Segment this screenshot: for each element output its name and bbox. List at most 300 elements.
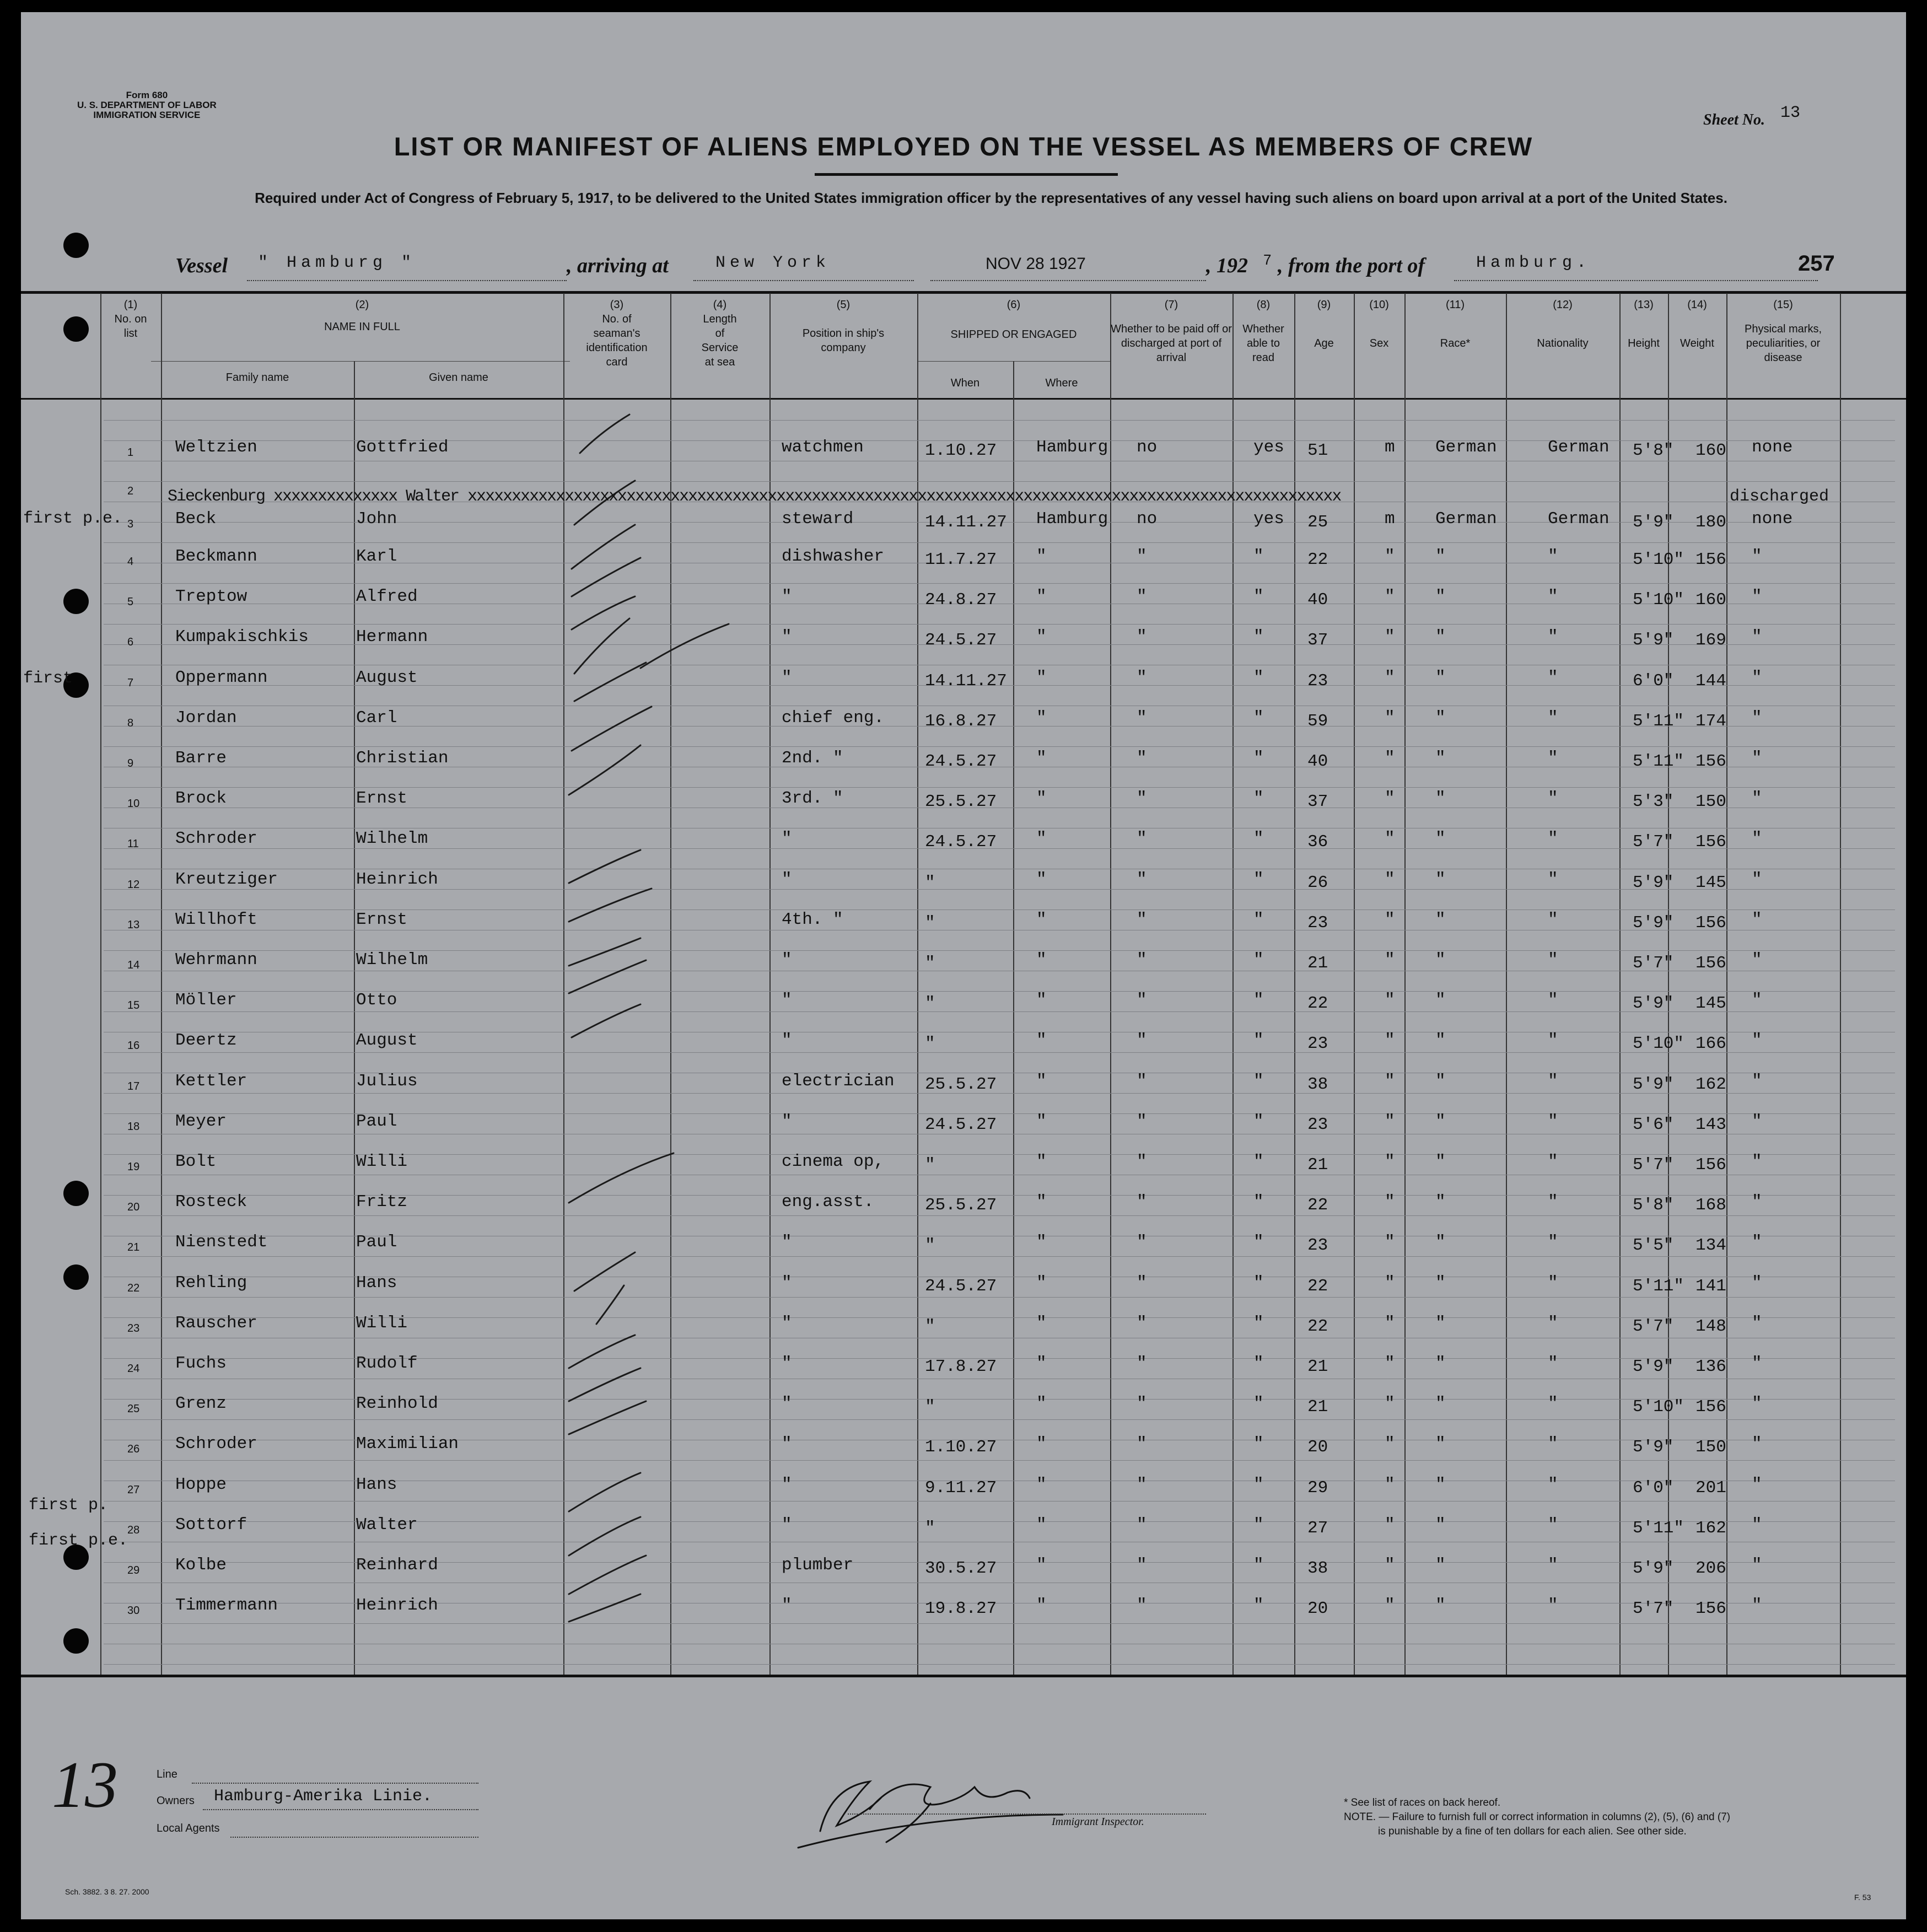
cell-age: 38	[1307, 1075, 1328, 1094]
cell-position: 4th. "	[782, 910, 843, 929]
cell-no: 14	[127, 959, 140, 971]
cell-read: "	[1253, 1273, 1264, 1293]
cell-family: Beckmann	[175, 547, 257, 566]
cell-where: "	[1036, 1273, 1047, 1293]
crew-row	[21, 1394, 1906, 1435]
punch-hole	[63, 316, 89, 342]
cell-paid: "	[1137, 1233, 1147, 1252]
cell-when: 9.11.27	[925, 1478, 997, 1498]
crew-row	[21, 509, 1906, 550]
cell-nat: "	[1548, 1314, 1558, 1333]
cell-paid: "	[1137, 1596, 1147, 1615]
crew-row	[21, 1475, 1906, 1516]
cell-family: Oppermann	[175, 668, 268, 687]
cell-sex: "	[1385, 1434, 1395, 1454]
col13-header: (13) Height	[1628, 299, 1660, 349]
cell-weight: 156	[1695, 954, 1726, 973]
cell-height: 5'6"	[1633, 1115, 1674, 1134]
cell-no: 26	[127, 1443, 140, 1455]
cell-race: "	[1435, 1072, 1446, 1091]
col12-header: (12) Nationality	[1537, 299, 1589, 349]
row-number: 2	[127, 485, 134, 497]
cell-marks: "	[1752, 547, 1762, 566]
print-code: Sch. 3882. 3 8. 27. 2000	[65, 1887, 149, 1896]
cell-height: 5'11"	[1633, 1519, 1684, 1538]
cell-race: "	[1435, 1031, 1446, 1050]
owners-value: Hamburg-Amerika Linie.	[214, 1787, 433, 1806]
cell-position: "	[782, 587, 792, 606]
col14-header: (14) Weight	[1680, 299, 1714, 349]
cell-given: Paul	[356, 1233, 397, 1252]
cell-family: Deertz	[175, 1031, 237, 1050]
cell-height: 5'9"	[1633, 1075, 1674, 1094]
crew-row	[21, 1596, 1906, 1637]
cell-weight: 148	[1695, 1317, 1726, 1336]
cell-family: Brock	[175, 789, 227, 808]
cell-sex: "	[1385, 1354, 1395, 1373]
cell-marks: "	[1752, 991, 1762, 1010]
cell-nat: "	[1548, 1515, 1558, 1535]
cell-age: 40	[1307, 752, 1328, 771]
cell-position: "	[782, 1596, 792, 1615]
cell-race: "	[1435, 1273, 1446, 1293]
cell-family: Kettler	[175, 1072, 247, 1091]
cell-marks: "	[1752, 950, 1762, 970]
cell-marks: "	[1752, 1314, 1762, 1333]
fine-note: NOTE. — Failure to furnish full or correct information in columns (2), (5), (6) and (7)	[1344, 1811, 1731, 1823]
cell-nat: "	[1548, 1192, 1558, 1212]
sheet-number-label: Sheet No.	[1703, 111, 1765, 128]
cell-given: Alfred	[356, 587, 418, 606]
cell-paid: "	[1137, 668, 1147, 687]
cell-race: "	[1435, 749, 1446, 768]
cell-marks: "	[1752, 1515, 1762, 1535]
year-label: , 192	[1206, 254, 1248, 277]
cell-sex: "	[1385, 1072, 1395, 1091]
cell-when: "	[925, 954, 935, 973]
cell-marks: "	[1752, 910, 1762, 929]
from-port: Hamburg.	[1476, 254, 1591, 272]
cell-marks: "	[1752, 1192, 1762, 1212]
cell-position: "	[782, 1112, 792, 1131]
cell-marks: "	[1752, 1596, 1762, 1615]
cell-where: "	[1036, 1072, 1047, 1091]
cell-paid: "	[1137, 1072, 1147, 1091]
sheet-number-value: 13	[1780, 104, 1801, 122]
cell-nat: "	[1548, 1596, 1558, 1615]
cell-family: Rehling	[175, 1273, 247, 1293]
cell-weight: 201	[1695, 1478, 1726, 1498]
cell-position: "	[782, 829, 792, 848]
cell-read: "	[1253, 1515, 1264, 1535]
cell-where: "	[1036, 668, 1047, 687]
cell-when: "	[925, 1034, 935, 1053]
cell-where: "	[1036, 870, 1047, 889]
cell-weight: 150	[1695, 792, 1726, 811]
cell-height: 5'8"	[1633, 1196, 1674, 1215]
cell-no: 10	[127, 798, 140, 810]
cell-weight: 156	[1695, 752, 1726, 771]
cell-where: "	[1036, 1556, 1047, 1575]
cell-age: 37	[1307, 631, 1328, 650]
cell-paid: "	[1137, 1273, 1147, 1293]
cell-weight: 156	[1695, 832, 1726, 852]
col2-header: (2) NAME IN FULL	[324, 299, 400, 333]
cell-marks: "	[1752, 1434, 1762, 1454]
cell-given: Willi	[356, 1314, 408, 1333]
crew-row	[21, 1192, 1906, 1233]
cell-where: "	[1036, 910, 1047, 929]
cell-given: Fritz	[356, 1192, 408, 1212]
cell-marks: "	[1752, 870, 1762, 889]
cell-read: "	[1253, 1314, 1264, 1333]
cell-sex: "	[1385, 910, 1395, 929]
cell-position: "	[782, 870, 792, 889]
cell-position: 2nd. "	[782, 749, 843, 768]
cell-no: 5	[127, 596, 134, 608]
cell-read: "	[1253, 829, 1264, 848]
cell-paid: "	[1137, 1556, 1147, 1575]
cell-nat: "	[1548, 587, 1558, 606]
cell-age: 21	[1307, 1397, 1328, 1417]
cell-age: 23	[1307, 1236, 1328, 1255]
cell-paid: "	[1137, 627, 1147, 647]
cell-nat: "	[1548, 1556, 1558, 1575]
cell-position: "	[782, 1031, 792, 1050]
cell-when: 24.5.27	[925, 752, 997, 771]
cell-read: "	[1253, 1031, 1264, 1050]
crew-row	[21, 587, 1906, 628]
cell-age: 51	[1307, 441, 1328, 460]
crew-row	[21, 1112, 1906, 1153]
races-note: * See list of races on back hereof.	[1344, 1797, 1501, 1809]
cell-nat: "	[1548, 627, 1558, 647]
cell-nat: "	[1548, 829, 1558, 848]
cell-age: 21	[1307, 954, 1328, 973]
cell-race: "	[1435, 1314, 1446, 1333]
cell-weight: 156	[1695, 1599, 1726, 1618]
cell-sex: "	[1385, 1273, 1395, 1293]
cell-race: "	[1435, 1556, 1446, 1575]
cell-given: Rudolf	[356, 1354, 418, 1373]
cell-read: "	[1253, 1556, 1264, 1575]
cell-given: Karl	[356, 547, 397, 566]
col11-header: (11) Race*	[1440, 299, 1471, 349]
cell-height: 5'9"	[1633, 513, 1674, 532]
cell-race: "	[1435, 668, 1446, 687]
cell-paid: "	[1137, 749, 1147, 768]
cell-age: 20	[1307, 1438, 1328, 1457]
crew-row	[21, 1152, 1906, 1193]
col2a-header: Family name	[225, 372, 289, 384]
cell-weight: 156	[1695, 550, 1726, 569]
cell-race: "	[1435, 1112, 1446, 1131]
cell-no: 13	[127, 919, 140, 931]
cell-no: 12	[127, 879, 140, 891]
cell-marks: "	[1752, 1394, 1762, 1413]
cell-age: 27	[1307, 1519, 1328, 1538]
cell-nat: "	[1548, 1273, 1558, 1293]
name-split-rule	[151, 361, 570, 362]
cell-sex: "	[1385, 749, 1395, 768]
cell-nat: German	[1548, 438, 1610, 457]
arriving-label: , arriving at	[567, 254, 669, 277]
cell-position: "	[782, 1394, 792, 1413]
col5-header: (5) Position in ship's company	[802, 299, 885, 354]
cell-given: Hans	[356, 1273, 397, 1293]
col3-header: (3) No. of seaman's identification card	[586, 299, 648, 368]
inspector-label: Immigrant Inspector.	[1052, 1816, 1144, 1828]
cell-no: 20	[127, 1201, 140, 1213]
cell-when: 25.5.27	[925, 1075, 997, 1094]
handwritten-sheet-number: 13	[52, 1748, 118, 1821]
cell-paid: "	[1137, 991, 1147, 1010]
cell-height: 5'7"	[1633, 954, 1674, 973]
cell-height: 6'0"	[1633, 671, 1674, 691]
cell-nat: "	[1548, 1394, 1558, 1413]
cell-no: 7	[127, 677, 134, 689]
cell-sex: "	[1385, 1314, 1395, 1333]
crew-row	[21, 749, 1906, 789]
grid-line	[104, 420, 1895, 421]
cell-family: Rosteck	[175, 1192, 247, 1212]
crew-row	[21, 870, 1906, 911]
cell-when: "	[925, 913, 935, 933]
cell-given: Wilhelm	[356, 950, 428, 970]
cell-age: 37	[1307, 792, 1328, 811]
cell-marks: none	[1752, 438, 1793, 457]
cell-no: 4	[127, 556, 134, 568]
cell-family: Kolbe	[175, 1556, 227, 1575]
cell-family: Kumpakischkis	[175, 627, 309, 647]
cell-when: "	[925, 1236, 935, 1255]
cell-weight: 180	[1695, 513, 1726, 532]
cell-weight: 144	[1695, 671, 1726, 691]
cell-given: Reinhold	[356, 1394, 438, 1413]
cell-nat: "	[1548, 1152, 1558, 1171]
cell-when: 24.5.27	[925, 1115, 997, 1134]
cell-race: "	[1435, 1394, 1446, 1413]
cell-where: "	[1036, 627, 1047, 647]
cell-race: "	[1435, 829, 1446, 848]
cell-paid: "	[1137, 1434, 1147, 1454]
cell-weight: 156	[1695, 913, 1726, 933]
crew-row	[21, 1434, 1906, 1475]
cell-paid: "	[1137, 708, 1147, 728]
cell-paid: "	[1137, 1475, 1147, 1494]
cell-read: "	[1253, 910, 1264, 929]
list-number: 257	[1798, 251, 1835, 276]
cell-age: 22	[1307, 1317, 1328, 1336]
cell-race: "	[1435, 1354, 1446, 1373]
cell-when: 1.10.27	[925, 441, 997, 460]
department: U. S. DEPARTMENT OF LABOR	[77, 100, 217, 110]
cell-where: "	[1036, 749, 1047, 768]
cell-marks: "	[1752, 708, 1762, 728]
cell-when: "	[925, 1155, 935, 1175]
cell-read: "	[1253, 1233, 1264, 1252]
cell-given: Wilhelm	[356, 829, 428, 848]
cell-weight: 174	[1695, 712, 1726, 731]
cell-sex: "	[1385, 1515, 1395, 1535]
cell-no: 6	[127, 636, 134, 648]
form-identifier	[77, 90, 217, 120]
cell-when: 11.7.27	[925, 550, 997, 569]
cell-position: "	[782, 991, 792, 1010]
cell-race: German	[1435, 509, 1497, 529]
cell-family: Weltzien	[175, 438, 257, 457]
cell-race: "	[1435, 1152, 1446, 1171]
crew-row	[21, 950, 1906, 991]
cell-height: 5'9"	[1633, 1357, 1674, 1376]
cell-sex: "	[1385, 870, 1395, 889]
cell-position: 3rd. "	[782, 789, 843, 808]
fine-note-cont: is punishable by a fine of ten dollars for each alien. See other side.	[1378, 1826, 1687, 1837]
cell-when: 24.8.27	[925, 590, 997, 610]
cell-height: 5'7"	[1633, 1317, 1674, 1336]
vessel-line	[175, 251, 1884, 287]
cell-weight: 156	[1695, 1397, 1726, 1417]
page-title: LIST OR MANIFEST OF ALIENS EMPLOYED ON THE VESSEL AS MEMBERS OF CREW	[394, 132, 1533, 161]
form-number: Form 680	[126, 90, 168, 100]
cell-when: "	[925, 1317, 935, 1336]
cell-nat: "	[1548, 1434, 1558, 1454]
cell-given: Ernst	[356, 789, 408, 808]
cell-age: 36	[1307, 832, 1328, 852]
cell-race: "	[1435, 910, 1446, 929]
cell-age: 38	[1307, 1559, 1328, 1578]
cell-read: yes	[1253, 438, 1284, 457]
crew-row	[21, 829, 1906, 870]
crew-row	[21, 1556, 1906, 1596]
crew-row	[21, 789, 1906, 830]
cell-family: Willhoft	[175, 910, 257, 929]
cell-given: Paul	[356, 1112, 397, 1131]
col10-header: (10) Sex	[1369, 299, 1389, 349]
cell-paid: no	[1137, 438, 1158, 457]
cell-marks: "	[1752, 1475, 1762, 1494]
cell-given: Maximilian	[356, 1434, 459, 1454]
cell-sex: "	[1385, 789, 1395, 808]
cell-where: "	[1036, 547, 1047, 566]
cell-paid: "	[1137, 789, 1147, 808]
cell-given: John	[356, 509, 397, 529]
cell-weight: 162	[1695, 1075, 1726, 1094]
cell-no: 9	[127, 757, 134, 769]
cell-age: 23	[1307, 1034, 1328, 1053]
cell-marks: "	[1752, 789, 1762, 808]
cell-age: 23	[1307, 1115, 1328, 1134]
crew-row	[21, 547, 1906, 588]
cell-race: "	[1435, 1515, 1446, 1535]
cell-height: 5'10"	[1633, 550, 1684, 569]
cell-marks: "	[1752, 749, 1762, 768]
cell-sex: "	[1385, 1112, 1395, 1131]
margin-note: first p.e.	[23, 509, 123, 528]
cell-read: "	[1253, 1434, 1264, 1454]
cell-marks: "	[1752, 668, 1762, 687]
cell-position: cinema op,	[782, 1152, 885, 1171]
cell-weight: 156	[1695, 1155, 1726, 1175]
col7-header: (7) Whether to be paid off or discharged at port of arrival	[1111, 299, 1232, 364]
cell-weight: 166	[1695, 1034, 1726, 1053]
cell-read: "	[1253, 587, 1264, 606]
cell-nat: "	[1548, 991, 1558, 1010]
cell-paid: "	[1137, 1031, 1147, 1050]
cell-position: "	[782, 1434, 792, 1454]
cell-read: "	[1253, 991, 1264, 1010]
cell-nat: "	[1548, 1072, 1558, 1091]
cell-age: 22	[1307, 1277, 1328, 1296]
cell-when: "	[925, 994, 935, 1013]
cell-paid: "	[1137, 1515, 1147, 1535]
cell-no: 3	[127, 518, 134, 530]
crew-row	[21, 991, 1906, 1031]
crew-row	[21, 1031, 1906, 1072]
cell-no: 8	[127, 717, 134, 729]
cell-nat: "	[1548, 1475, 1558, 1494]
cell-where: "	[1036, 950, 1047, 970]
cell-read: "	[1253, 870, 1264, 889]
cell-weight: 136	[1695, 1357, 1726, 1376]
cell-nat: "	[1548, 789, 1558, 808]
cell-paid: "	[1137, 1152, 1147, 1171]
cell-family: Barre	[175, 749, 227, 768]
cell-read: "	[1253, 547, 1264, 566]
cell-given: Reinhard	[356, 1556, 438, 1575]
cell-position: "	[782, 1354, 792, 1373]
cell-weight: 145	[1695, 994, 1726, 1013]
cell-height: 5'3"	[1633, 792, 1674, 811]
cell-no: 19	[127, 1161, 140, 1173]
cell-family: Beck	[175, 509, 217, 529]
cell-no: 21	[127, 1241, 140, 1253]
cell-height: 6'0"	[1633, 1478, 1674, 1498]
cell-position: "	[782, 627, 792, 647]
col6-header: (6) SHIPPED OR ENGAGED	[950, 299, 1077, 341]
cell-position: dishwasher	[782, 547, 885, 566]
cell-race: "	[1435, 870, 1446, 889]
cell-when: 30.5.27	[925, 1559, 997, 1578]
cell-given: Ernst	[356, 910, 408, 929]
cell-read: "	[1253, 1152, 1264, 1171]
cell-where: "	[1036, 1314, 1047, 1333]
cell-age: 26	[1307, 873, 1328, 892]
cell-marks: "	[1752, 1152, 1762, 1171]
cell-paid: "	[1137, 1354, 1147, 1373]
col9-header: (9) Age	[1314, 299, 1334, 349]
cell-age: 23	[1307, 913, 1328, 933]
cell-paid: "	[1137, 829, 1147, 848]
cell-height: 5'7"	[1633, 832, 1674, 852]
cell-when: 24.5.27	[925, 631, 997, 650]
cell-family: Meyer	[175, 1112, 227, 1131]
cell-sex: "	[1385, 668, 1395, 687]
cell-paid: "	[1137, 1314, 1147, 1333]
cell-read: "	[1253, 1596, 1264, 1615]
cell-height: 5'10"	[1633, 1034, 1684, 1053]
cell-where: "	[1036, 1475, 1047, 1494]
cell-given: Heinrich	[356, 1596, 438, 1615]
cell-race: "	[1435, 789, 1446, 808]
cell-sex: "	[1385, 991, 1395, 1010]
cell-weight: 145	[1695, 873, 1726, 892]
cell-read: "	[1253, 627, 1264, 647]
cell-read: "	[1253, 668, 1264, 687]
cell-position: "	[782, 1515, 792, 1535]
cell-when: 24.5.27	[925, 832, 997, 852]
cell-sex: "	[1385, 1233, 1395, 1252]
